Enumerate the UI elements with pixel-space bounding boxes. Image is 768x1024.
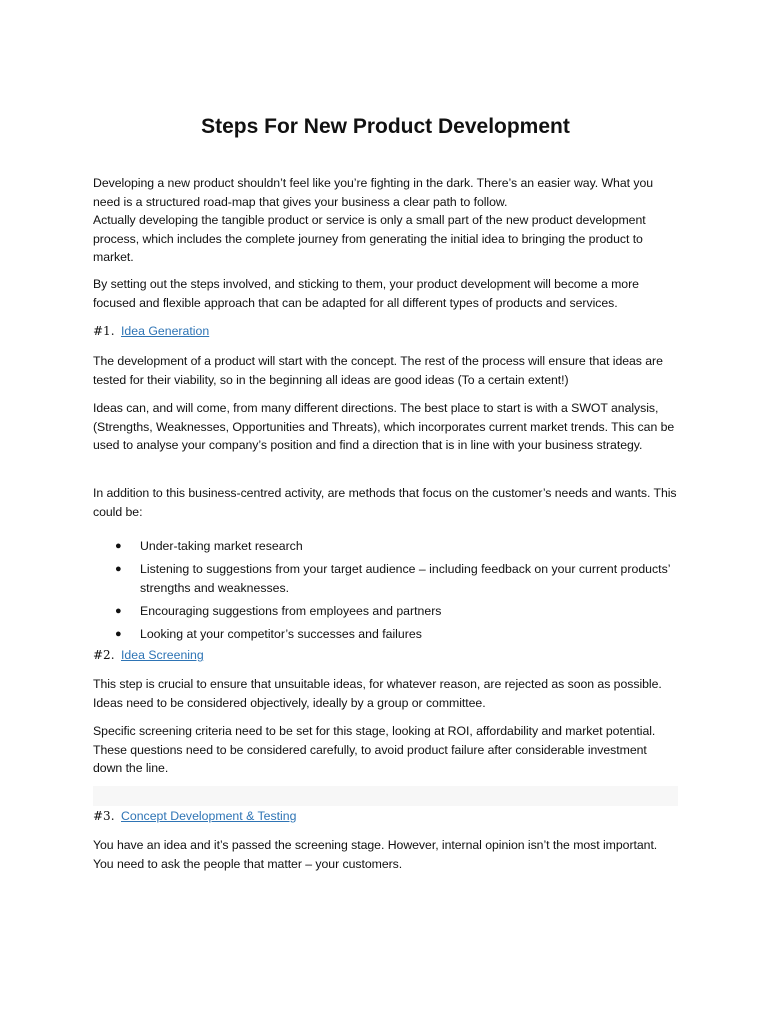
intro-line-1: Developing a new product shouldn’t feel like you’re fighting in the dark. There’s an easier way. What you need is a structured road-map that gives your business a clear path to follow. xyxy=(93,176,654,209)
idea-generation-link[interactable]: Idea Generation xyxy=(121,324,210,338)
shaded-divider xyxy=(93,786,678,806)
bullet-icon: ● xyxy=(115,627,122,640)
section-heading-idea-generation xyxy=(93,322,209,341)
list-item: ● Under-taking market research xyxy=(93,537,678,556)
concept-development-link[interactable]: Concept Development & Testing xyxy=(121,809,297,823)
section-heading-idea-screening xyxy=(93,646,204,665)
page-title: Steps For New Product Development xyxy=(201,115,570,138)
list-item: ● Encouraging suggestions from employees and partners xyxy=(93,602,678,621)
bullet-icon: ● xyxy=(115,563,122,575)
bullet-icon: ● xyxy=(115,604,122,617)
list-item: ● Listening to suggestions from your target audience – including feedback on your current products’ strengths and weaknesses. xyxy=(115,562,670,595)
intro-line-2: Actually developing the tangible product or service is only a small part of the new product development process, which includes the complete journey from generating the initial idea to bringing the product to market. xyxy=(93,213,646,264)
idea-screening-link[interactable]: Idea Screening xyxy=(121,648,204,662)
section-heading-concept-development xyxy=(93,807,296,826)
intro-paragraph-2: By setting out the steps involved, and sticking to them, your product development will become a more focused and flexible approach that can be adapted for all different types of products and services. xyxy=(93,277,639,310)
section-1-paragraph-1: The development of a product will start with the concept. The rest of the process will ensure that ideas are tested for their viability, so in the beginning all ideas are good ideas (To a certain extent!) xyxy=(93,354,663,387)
idea-sources-list xyxy=(93,537,678,648)
section-1-paragraph-2: Ideas can, and will come, from many different directions. The best place to start is with a SWOT analysis, (Strengths, Weaknesses, Opportunities and Threats), which incorporates current market trends. This can be used to analyse your company’s position and find a direction that is in line with your business strategy. xyxy=(93,401,675,452)
section-2-paragraph-2: Specific screening criteria need to be set for this stage, looking at ROI, affordability and market potential. These questions need to be considered carefully, to avoid product failure after considerable investment down the line. xyxy=(93,724,656,775)
section-number: #3. xyxy=(93,809,115,823)
section-3-paragraph-1: You have an idea and it’s passed the screening stage. However, internal opinion isn’t the most important. You need to ask the people that matter – your customers. xyxy=(93,838,658,871)
section-number: #2. xyxy=(93,648,115,662)
list-item: ● Looking at your competitor’s successes and failures xyxy=(93,625,678,644)
intro-paragraph-1 xyxy=(93,174,678,267)
section-2-paragraph-1: This step is crucial to ensure that unsuitable ideas, for whatever reason, are rejected as soon as possible. Ideas need to be considered objectively, ideally by a group or committee. xyxy=(93,677,662,710)
section-1-paragraph-3: In addition to this business-centred activity, are methods that focus on the customer’s needs and wants. This could be: xyxy=(93,486,677,519)
section-number: #1. xyxy=(93,324,115,338)
bullet-icon: ● xyxy=(115,540,122,552)
